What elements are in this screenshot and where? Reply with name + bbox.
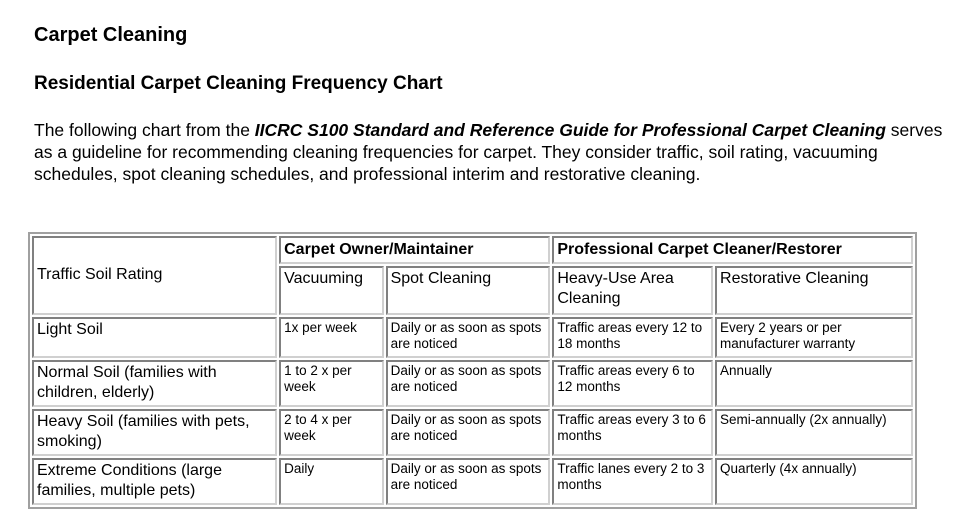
intro-text-before: The following chart from the	[34, 120, 255, 140]
spot-cleaning-cell: Daily or as soon as spots are noticed	[386, 360, 551, 407]
soil-rating-cell: Normal Soil (families with children, elderly)	[32, 360, 277, 407]
heavy-use-cell: Traffic lanes every 2 to 3 months	[552, 458, 713, 505]
intro-text-after: serves as a guideline for recommending cleaning frequencies for carpet. They consider traffic, soil rating, vacuuming schedules, spot cleaning schedules, and professional interim and restorative cleaning.	[34, 120, 943, 184]
spot-cleaning-header: Spot Cleaning	[386, 266, 551, 315]
restorative-header: Restorative Cleaning	[715, 266, 913, 315]
soil-rating-cell: Extreme Conditions (large families, multiple pets)	[32, 458, 277, 505]
table-row	[32, 458, 913, 505]
restorative-cell: Quarterly (4x annually)	[715, 458, 913, 505]
restorative-cell: Semi-annually (2x annually)	[715, 409, 913, 456]
soil-rating-cell: Heavy Soil (families with pets, smoking)	[32, 409, 277, 456]
owner-group-header: Carpet Owner/Maintainer	[279, 236, 550, 264]
page-heading: Carpet Cleaning	[34, 24, 188, 46]
heavy-use-cell: Traffic areas every 6 to 12 months	[552, 360, 713, 407]
vacuuming-cell: 1 to 2 x per week	[279, 360, 383, 407]
vacuuming-cell: Daily	[279, 458, 383, 505]
intro-paragraph	[34, 119, 964, 185]
spot-cleaning-cell: Daily or as soon as spots are noticed	[386, 409, 551, 456]
heavy-use-cell: Traffic areas every 3 to 6 months	[552, 409, 713, 456]
chart-subheading: Residential Carpet Cleaning Frequency Chart	[34, 73, 443, 94]
source-title: IICRC S100 Standard and Reference Guide for Professional Carpet Cleaning	[254, 120, 886, 140]
soil-rating-cell: Light Soil	[32, 317, 277, 358]
vacuuming-cell: 2 to 4 x per week	[279, 409, 383, 456]
spot-cleaning-cell: Daily or as soon as spots are noticed	[386, 317, 551, 358]
traffic-soil-rating-header: Traffic Soil Rating	[32, 236, 277, 315]
vacuuming-cell: 1x per week	[279, 317, 383, 358]
heavy-use-cell: Traffic areas every 12 to 18 months	[552, 317, 713, 358]
restorative-cell: Annually	[715, 360, 913, 407]
table-row	[32, 409, 913, 456]
restorative-cell: Every 2 years or per manufacturer warranty	[715, 317, 913, 358]
professional-group-header: Professional Carpet Cleaner/Restorer	[552, 236, 913, 264]
table-row	[32, 360, 913, 407]
table-group-header-row	[32, 236, 913, 264]
cleaning-frequency-table	[28, 232, 917, 509]
heavy-use-header: Heavy-Use Area Cleaning	[552, 266, 713, 315]
spot-cleaning-cell: Daily or as soon as spots are noticed	[386, 458, 551, 505]
table-row	[32, 317, 913, 358]
vacuuming-header: Vacuuming	[279, 266, 383, 315]
